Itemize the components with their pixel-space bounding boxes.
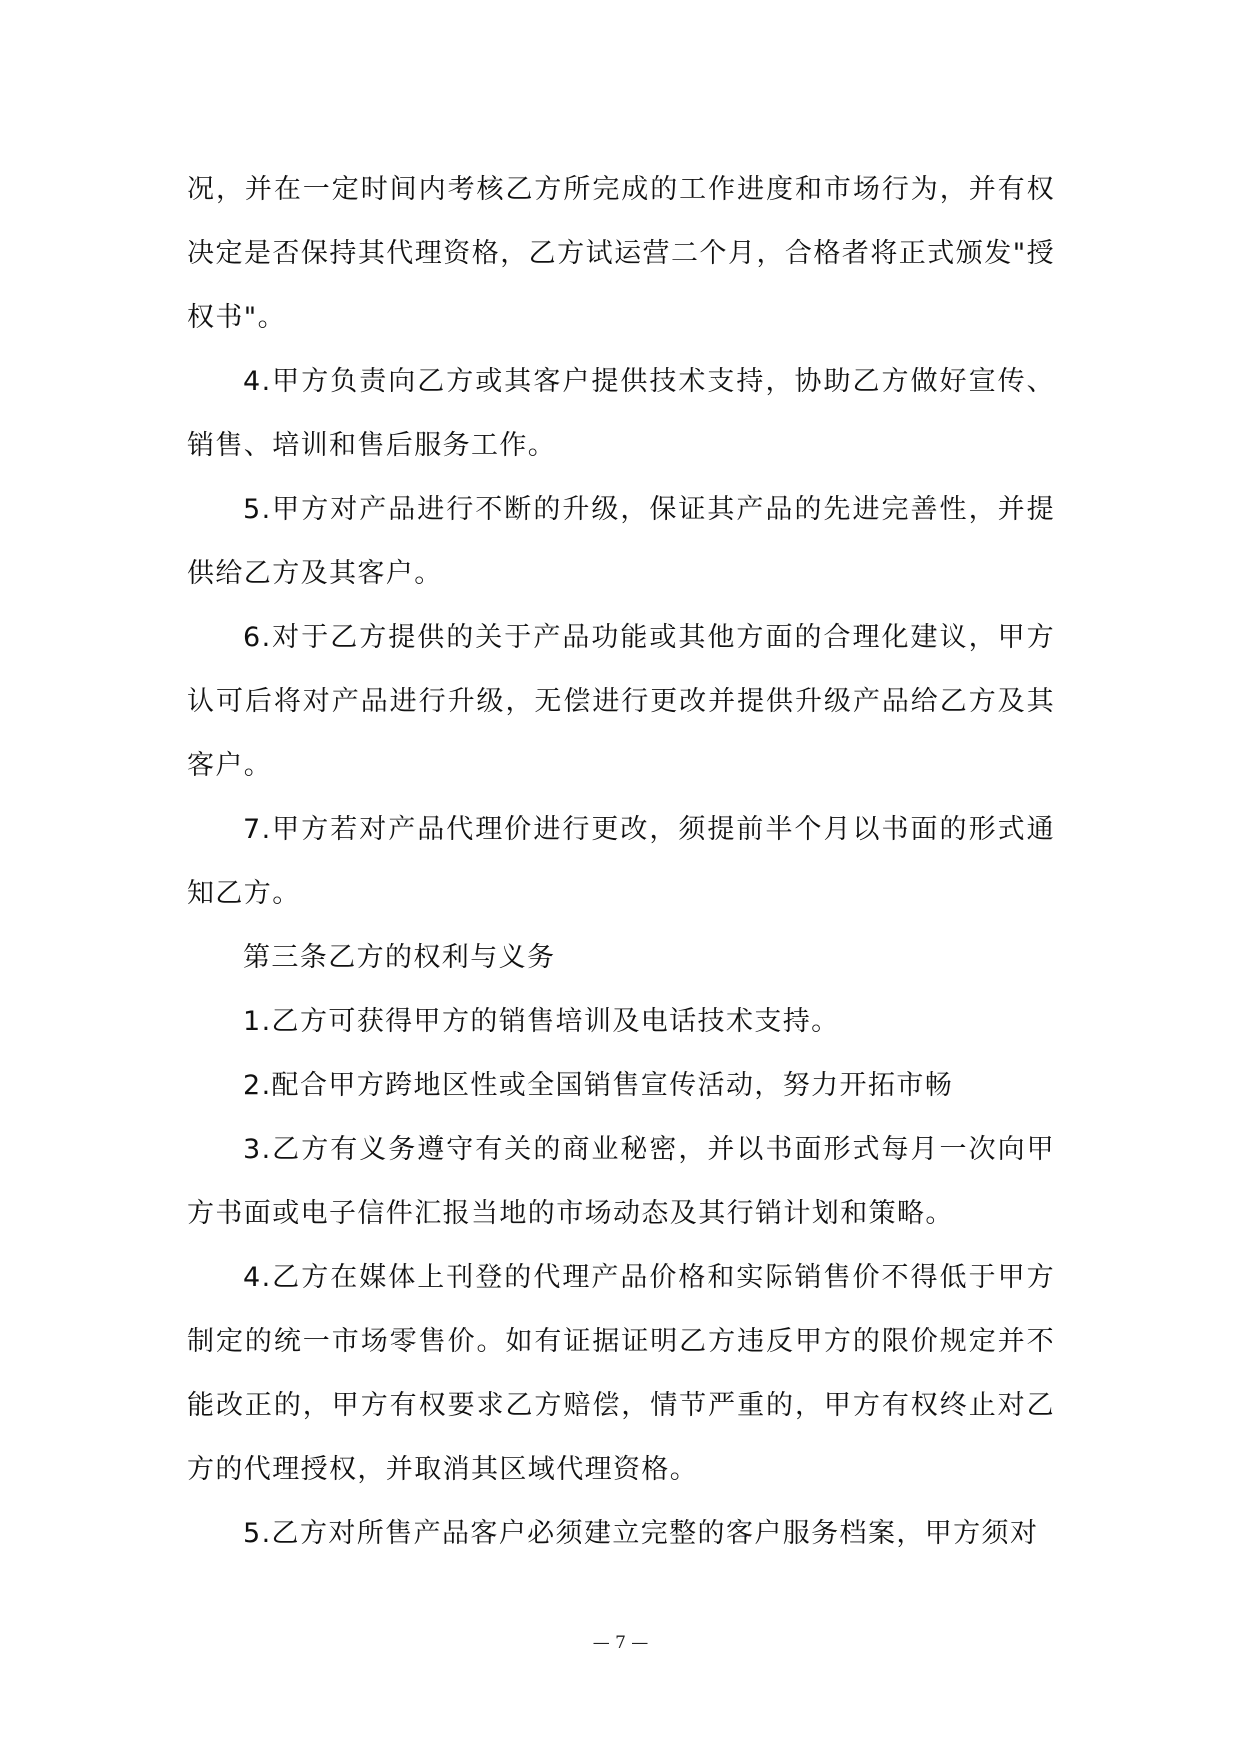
clause-2-7: 7.甲方若对产品代理价进行更改，须提前半个月以书面的形式通知乙方。 <box>187 814 1055 909</box>
page-number: — 7 — <box>592 1633 649 1653</box>
clause-3-2: 2.配合甲方跨地区性或全国销售宣传活动，努力开拓市畅 <box>243 1070 954 1101</box>
section-heading-article-3: 第三条乙方的权利与义务 <box>243 942 556 973</box>
clause-3-4: 4.乙方在媒体上刊登的代理产品价格和实际销售价不得低于甲方制定的统一市场零售价。如有证据证明乙方违反甲方的限价规定并不能改正的，甲方有权要求乙方赔偿，情节严重的，甲方有权终止对乙方的代理授权，并取消其区域代理资格。 <box>187 1262 1055 1485</box>
clause-2-5: 5.甲方对产品进行不断的升级，保证其产品的先进完善性，并提供给乙方及其客户。 <box>187 494 1055 589</box>
clause-2-6: 6.对于乙方提供的关于产品功能或其他方面的合理化建议，甲方认可后将对产品进行升级，无偿进行更改并提供升级产品给乙方及其客户。 <box>187 622 1055 781</box>
clause-2-4: 4.甲方负责向乙方或其客户提供技术支持，协助乙方做好宣传、销售、培训和售后服务工作。 <box>187 366 1055 461</box>
clause-3-1: 1.乙方可获得甲方的销售培训及电话技术支持。 <box>243 1006 840 1037</box>
document-body <box>187 158 1055 1566</box>
clause-3-3: 3.乙方有义务遵守有关的商业秘密，并以书面形式每月一次向甲方书面或电子信件汇报当地的市场动态及其行销计划和策略。 <box>187 1134 1055 1229</box>
clause-3-5: 5.乙方对所售产品客户必须建立完整的客户服务档案，甲方须对 <box>243 1518 1039 1549</box>
paragraph-continuation: 况，并在一定时间内考核乙方所完成的工作进度和市场行为，并有权决定是否保持其代理资格，乙方试运营二个月，合格者将正式颁发"授权书"。 <box>187 174 1055 333</box>
